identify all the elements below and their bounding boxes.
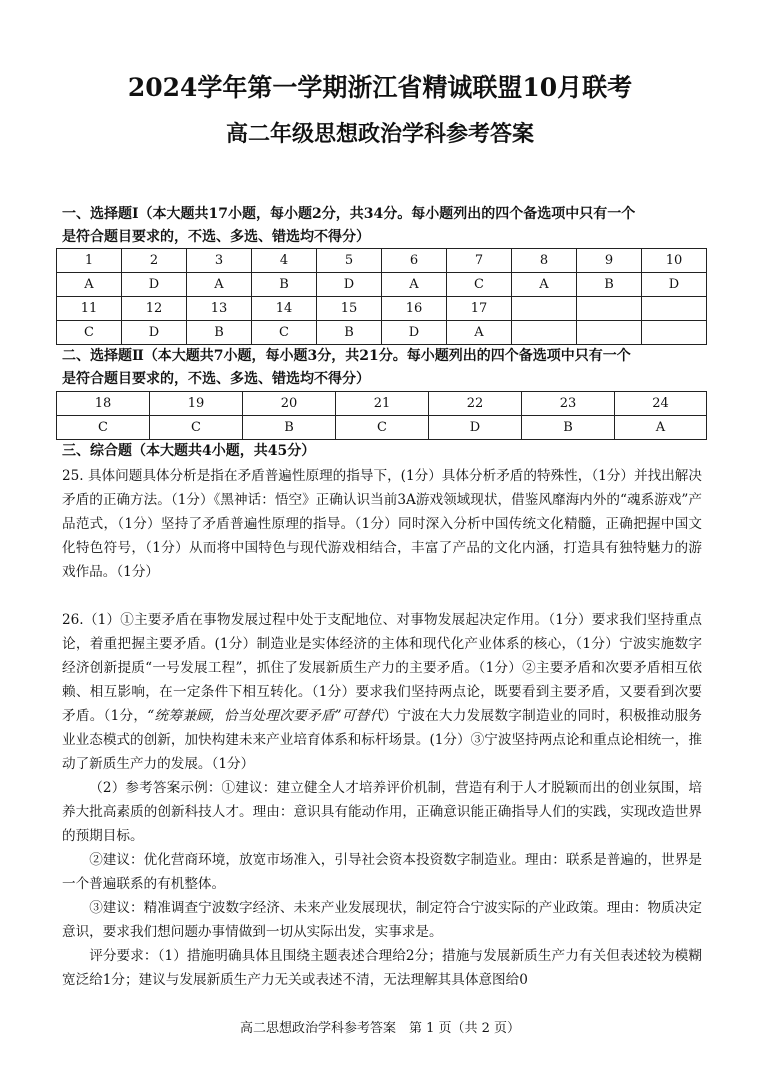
question-number-row-cell: 1	[57, 249, 122, 273]
answer-row-cell: D	[317, 273, 382, 297]
answer-row-cell: A	[512, 273, 577, 297]
section1-heading	[62, 203, 712, 249]
page-subtitle: 高二年级思想政治学科参考答案	[225, 121, 534, 147]
section3-answers	[62, 464, 702, 992]
answer-row-cell: D	[382, 321, 447, 345]
answer-row-cell: C	[57, 321, 122, 345]
question-number-row-cell: 3	[187, 249, 252, 273]
answer-row-cell: A	[57, 273, 122, 297]
answer-row-cell: D	[122, 273, 187, 297]
q26-part2-suggestion-2: ②建议：优化营商环境，放宽市场准入，引导社会资本投资数字制造业。理由：联系是普遍的，世界是一个普遍联系的有机整体。	[62, 852, 702, 892]
section1-heading-line2: 是符合题目要求的，不选、多选、错选均不得分）	[62, 229, 370, 245]
answer-row-cell: A	[615, 416, 707, 440]
answer-row-cell	[642, 321, 707, 345]
answer-row-cell: C	[57, 416, 150, 440]
section2-heading	[62, 345, 712, 391]
question-number-row-cell: 14	[252, 297, 317, 321]
question-number-row	[57, 297, 707, 321]
answer-row-cell: B	[243, 416, 336, 440]
question-number-row-cell: 20	[243, 392, 336, 416]
question-number-row-cell: 12	[122, 297, 187, 321]
section2-heading-line2: 是符合题目要求的，不选、多选、错选均不得分）	[62, 371, 370, 387]
answer-row-cell: C	[336, 416, 429, 440]
q25-answer: 25. 具体问题具体分析是指在矛盾普遍性原理的指导下，(1分）具体分析矛盾的特殊性，（1分）并找出解决矛盾的正确方法。（1分）《黑神话：悟空》正确认识当前3A游戏领域现状，借鉴风靡海内外的“魂系游戏”产品范式，（1分）坚持了矛盾普遍性原理的指导。（1分）同时深入分析中国传统文化精髓，正确把握中国文化特色符号，（1分）从而将中国特色与现代游戏相结合，丰富了产品的文化内涵，打造具有独特魅力的游戏作品。（1分）	[62, 468, 702, 580]
answer-row-cell: B	[252, 273, 317, 297]
page-title: 2024学年第一学期浙江省精诚联盟10月联考	[127, 73, 633, 102]
q26-part1-text-a: 26.（1）①主要矛盾在事物发展过程中处于支配地位、对事物发展起决定作用。（1分）要求我们坚持重点论，着重把握主要矛盾。(1分）制造业是实体经济的主体和现代化产业体系的核心，（1分）宁波实施数字经济创新提质“一号发展工程”，抓住了发展新质生产力的主要矛盾。（1分）②主要矛盾和次要矛盾相互依赖、相互影响，在一定条件下相互转化。（1分）要求我们坚持两点论，既要看到主要矛盾，又要看到次要矛盾。（1分，	[62, 612, 702, 724]
question-number-row-cell	[577, 297, 642, 321]
question-number-row-cell: 5	[317, 249, 382, 273]
question-number-row-cell: 11	[57, 297, 122, 321]
answer-row-cell: B	[577, 273, 642, 297]
question-number-row-cell: 21	[336, 392, 429, 416]
q26-part1-text-b: ）宁波在大力发展数字制造业的同时，积极推动服务业业态模式的创新，加快构建未来产业培育体系和标杆场景。(1分）③宁波坚持两点论和重点论相统一，推动了新质生产力的发展。（1分）	[62, 708, 702, 772]
question-number-row-cell: 8	[512, 249, 577, 273]
question-number-row-cell	[642, 297, 707, 321]
question-number-row-cell: 9	[577, 249, 642, 273]
question-number-row-cell: 24	[615, 392, 707, 416]
q26-scoring-requirements: 评分要求：（1）措施明确具体且围绕主题表述合理给2分；措施与发展新质生产力有关但表述较为模糊宽泛给1分；建议与发展新质生产力无关或表述不清，无法理解其具体意图给0	[62, 948, 702, 988]
question-number-row-cell: 10	[642, 249, 707, 273]
question-number-row-cell: 23	[522, 392, 615, 416]
q26-part1-answer	[62, 608, 702, 776]
answer-row-cell: A	[382, 273, 447, 297]
answer-row-cell: C	[252, 321, 317, 345]
question-number-row-cell: 16	[382, 297, 447, 321]
question-number-row-cell: 2	[122, 249, 187, 273]
answer-row	[57, 321, 707, 345]
section1-answer-table	[56, 248, 707, 345]
answer-row	[57, 273, 707, 297]
question-number-row	[57, 249, 707, 273]
answer-row-cell: B	[522, 416, 615, 440]
answer-row-cell: D	[642, 273, 707, 297]
page-footer: 高二思想政治学科参考答案 第 1 页（共 2 页）	[239, 1021, 521, 1036]
question-number-row-cell: 6	[382, 249, 447, 273]
answer-row-cell: D	[122, 321, 187, 345]
answer-row-cell: B	[317, 321, 382, 345]
question-number-row-cell: 13	[187, 297, 252, 321]
answer-row-cell: C	[150, 416, 243, 440]
answer-row-cell	[577, 321, 642, 345]
answer-row-cell: C	[447, 273, 512, 297]
question-number-row-cell: 15	[317, 297, 382, 321]
q26-part2-suggestion-3: ③建议：精准调查宁波数字经济、未来产业发展现状，制定符合宁波实际的产业政策。理由：物质决定意识，要求我们想问题办事情做到一切从实际出发，实事求是。	[62, 900, 702, 940]
question-number-row-cell: 7	[447, 249, 512, 273]
section2-heading-line1: 二、选择题Ⅱ（本大题共7小题，每小题3分，共21分。每小题列出的四个备选项中只有一个	[62, 348, 631, 364]
section2-answer-table	[56, 391, 707, 440]
answer-row-cell	[512, 321, 577, 345]
answer-row-cell: A	[187, 273, 252, 297]
answer-row-cell: A	[447, 321, 512, 345]
question-number-row	[57, 392, 707, 416]
answer-row	[57, 416, 707, 440]
answer-row-cell: B	[187, 321, 252, 345]
answer-row-cell: D	[429, 416, 522, 440]
question-number-row-cell: 19	[150, 392, 243, 416]
section1-heading-line1: 一、选择题Ⅰ（本大题共17小题，每小题2分，共34分。每小题列出的四个备选项中只有一个	[62, 206, 636, 222]
question-number-row-cell: 18	[57, 392, 150, 416]
question-number-row-cell: 22	[429, 392, 522, 416]
question-number-row-cell: 4	[252, 249, 317, 273]
question-number-row-cell: 17	[447, 297, 512, 321]
section3-heading: 三、综合题（本大题共4小题，共45分）	[62, 443, 316, 459]
question-number-row-cell	[512, 297, 577, 321]
q26-part2-intro: （2）参考答案示例：①建议：建立健全人才培养评价机制，营造有利于人才脱颖而出的创业氛围，培养大批高素质的创新科技人才。理由：意识具有能动作用，正确意识能正确指导人们的实践，实现改造世界的预期目标。	[62, 780, 702, 844]
q26-part1-alt-note: “统筹兼顾，恰当处理次要矛盾”可替代	[147, 708, 384, 724]
